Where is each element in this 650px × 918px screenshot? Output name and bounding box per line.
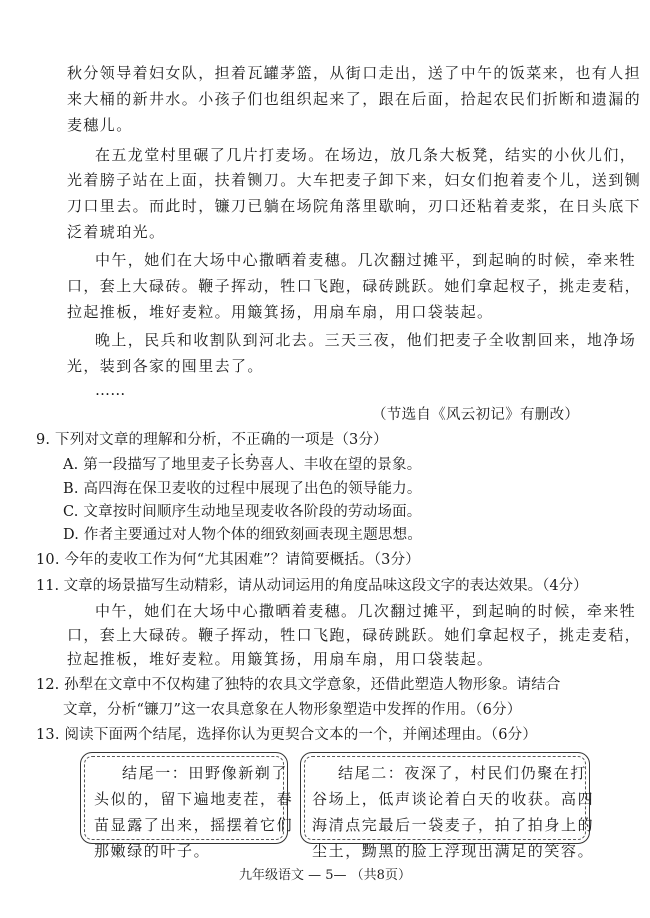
ending-two-line: 尘土，黝黑的脸上浮现出满足的笑容。 <box>312 842 595 860</box>
passage-line: 麦穗儿。 <box>67 116 133 134</box>
question-12-line-1: 12. 孙犁在文章中不仅构建了独特的农具文学意象，还借此塑造人物形象。请结合 <box>36 677 561 693</box>
ending-two-line: 海清点完最后一袋麦子，拍了拍身上的 <box>312 816 595 834</box>
passage-line: 拉起推板，堆好麦粒。用簸箕扬，用扇车扇，用口袋装起。 <box>67 303 494 321</box>
passage-ellipsis: …… <box>95 381 126 399</box>
option-d: D. 作者主要通过对人物个体的细致刻画表现主题思想。 <box>63 527 423 543</box>
passage-line: 泛着琥珀光。 <box>67 223 166 241</box>
source-citation: （节选自《风云初记》有删改） <box>372 407 580 423</box>
ending-one-line: 苗显露了出来，摇摆着它们 <box>94 816 294 834</box>
passage-line: 来大桶的新井水。小孩子们也组织起来了，跟在后面，拾起农民们折断和遗漏的 <box>67 90 642 108</box>
passage-line: 光着膀子站在上面，扶着铡刀。大车把麦子卸下来，妇女们抱着麦个儿，送到铡 <box>67 171 642 189</box>
passage-line: 中午，她们在大场中心撒晒着麦穗。几次翻过摊平，到起晌的时候，牵来牲 <box>95 251 637 269</box>
quote-line: 拉起推板，堆好麦粒。用簸箕扬，用扇车扇，用口袋装起。 <box>67 650 494 668</box>
ending-one-line: 那嫩绿的叶子。 <box>94 842 211 860</box>
passage-line: 光，装到各家的囤里去了。 <box>67 357 264 375</box>
passage-line: 刀口里去。而此时，镰刀已躺在场院角落里歇晌，刃口还粘着麦浆，在日头底下 <box>67 197 642 215</box>
ending-one-line: 头似的，留下遍地麦茬，春 <box>94 790 294 808</box>
passage-line: 晚上，民兵和收割队到河北去。三天三夜，他们把麦子全收割回来，地净场 <box>95 331 637 349</box>
question-11: 11. 文章的场景描写生动精彩，请从动词运用的角度品味这段文字的表达效果。（4分） <box>36 578 588 594</box>
question-9-stem-c: 的一项是（3分） <box>275 432 388 448</box>
quote-line: 口，套上大碌砖。鞭子挥动，牲口飞跑，碌砖跳跃。她们拿起杈子，挑走麦秸， <box>67 626 642 644</box>
question-10: 10. 今年的麦收工作为何“尤其困难”？请简要概括。（3分） <box>36 552 420 568</box>
quote-line: 中午，她们在大场中心撒晒着麦穗。几次翻过摊平，到起晌的时候，牵来牲 <box>95 602 637 620</box>
question-13: 13. 阅读下面两个结尾，选择你认为更契合文本的一个，并阐述理由。（6分） <box>36 727 538 743</box>
passage-line: 在五龙堂村里碾了几片打麦场。在场边，放几条大板凳，结实的小伙儿们， <box>95 146 637 164</box>
question-9-stem <box>36 430 388 450</box>
question-9-stem-a: 9. 下列对文章的理解和分析， <box>36 432 232 448</box>
page-footer: 九年级语文 — 5— （共8页） <box>239 868 411 883</box>
ending-two-line: 谷场上，低声谈论着白天的收获。高四 <box>312 790 595 808</box>
emphasis-not-correct: 不正确 • • <box>231 432 275 448</box>
ending-one-line: 结尾一：田野像新剃了 <box>122 764 289 782</box>
option-c: C. 文章按时间顺序生动地呈现麦收各阶段的劳动场面。 <box>63 504 422 520</box>
option-b: B. 高四海在保卫麦收的过程中展现了出色的领导能力。 <box>63 481 422 497</box>
question-12-line-2: 文章，分析“镰刀”这一农具意象在人物形象塑造中发挥的作用。（6分） <box>63 702 522 718</box>
option-a: A. 第一段描写了地里麦子长势喜人、丰收在望的景象。 <box>63 457 422 473</box>
passage-line: 秋分领导着妇女队，担着瓦罐茅篮，从街口走出，送了中午的饭菜来，也有人担 <box>67 64 642 82</box>
passage-line: 口，套上大碌砖。鞭子挥动，牲口飞跑，碌砖跳跃。她们拿起杈子，挑走麦秸， <box>67 277 642 295</box>
ending-two-line: 结尾二：夜深了，村民们仍聚在打 <box>338 764 588 782</box>
